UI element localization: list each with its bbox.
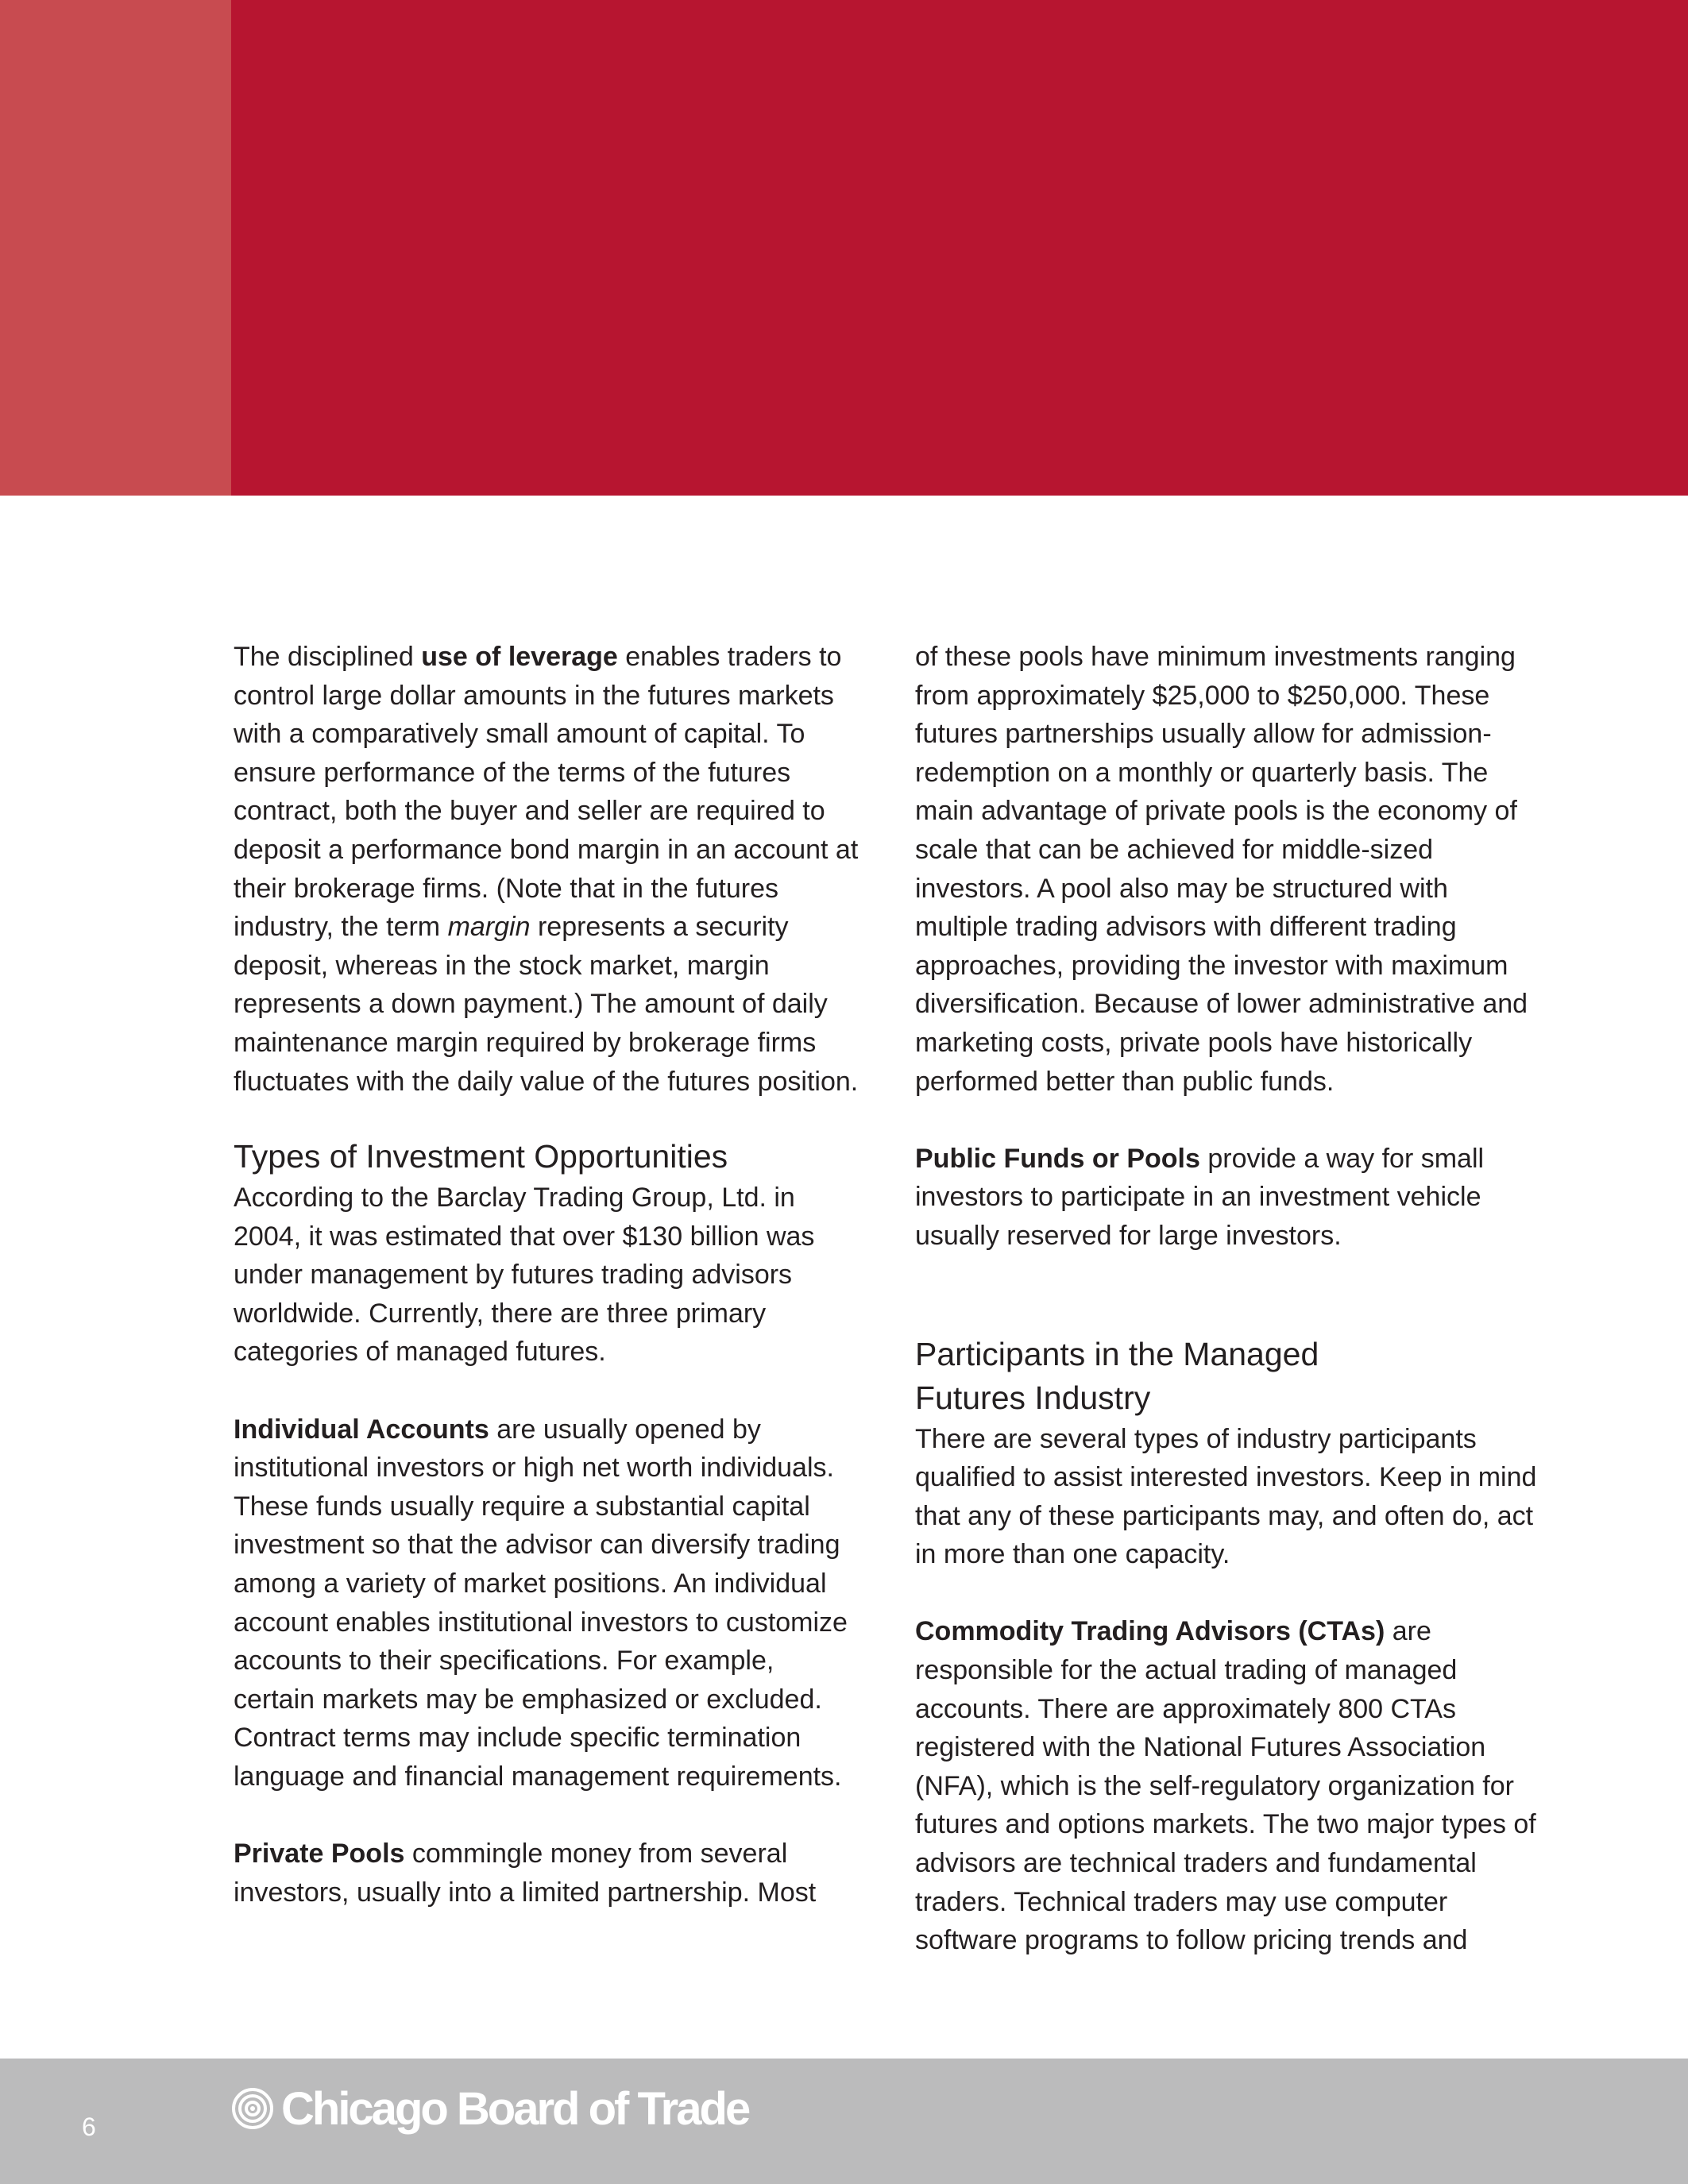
right-column [915,638,1543,1960]
cta-text: are responsible for the actual trading of managed accounts. There are approximately 800 CTAs registered with the National Futures Association (NFA), which is the self-regulatory organization for futures and options markets. The two major types of advisors are technical traders and fundamental traders. Technical traders may use computer software programs to follow pricing trends and [915,1616,1536,1956]
participants-heading-line2: Futures Industry [915,1379,1151,1416]
private-pools-text: commingle money from several investors, usually into a limited partnership. Most [234,1839,817,1908]
private-pools-term: Private Pools [234,1839,405,1870]
banner-left-block [0,0,231,496]
individual-accounts-paragraph [234,1410,861,1796]
cbot-logo [230,2081,748,2136]
cbot-logo-icon [230,2086,275,2131]
cbot-logo-text: Chicago Board of Trade [281,2082,749,2135]
cta-paragraph [915,1612,1543,1959]
public-funds-term: Public Funds or Pools [915,1143,1200,1174]
left-column [234,638,861,1912]
individual-accounts-text: are usually opened by institutional investors or high net worth individuals. These funds usually require a substantial capital investment so that the advisor can diversify trading among a variety of market positions. An individual account enables institutional investors to customize accounts to their specifications. For example, certain markets may be emphasized or excluded. Contract terms may include specific termination language and financial management requirements. [234,1414,848,1792]
participants-heading-line1: Participants in the Managed [915,1335,1319,1372]
participants-heading [915,1333,1543,1420]
private-pools-paragraph [234,1835,861,1912]
leverage-term: use of leverage [421,642,618,672]
individual-accounts-term: Individual Accounts [234,1414,489,1445]
leverage-paragraph [234,638,861,1101]
types-paragraph: According to the Barclay Trading Group, Ltd. in 2004, it was estimated that over $130 billion was under management by futures trading advisors worldwide. Currently, there are three primary categories of managed futures. [234,1183,815,1368]
public-funds-paragraph [915,1140,1543,1256]
cta-term: Commodity Trading Advisors (CTAs) [915,1616,1385,1647]
leverage-text-start: The disciplined [234,642,422,672]
leverage-text-end: represents a security deposit, whereas in the stock market, margin represents a down payment.) The amount of daily maintenance margin required by brokerage firms fluctuates with the daily value of the futures position. [234,912,859,1097]
page-number: 6 [82,2113,96,2141]
banner-main-block [231,0,1688,496]
public-funds-text: provide a way for small investors to participate in an investment vehicle usually reserved for large investors. [915,1143,1485,1251]
types-heading: Types of Investment Opportunities [234,1138,728,1175]
leverage-text-middle: enables traders to control large dollar amounts in the futures markets with a comparatively small amount of capital. To ensure performance of the terms of the futures contract, both the buyer and seller are required to deposit a performance bond margin in an account at their brokerage firms. (Note that in the futures industry, the term [234,642,859,943]
private-pools-continued-paragraph: of these pools have minimum investments ranging from approximately $25,000 to $250,000. These futures partnerships usually allow for admission-redemption on a monthly or quarterly basis. The main advantage of private pools is the economy of scale that can be achieved for middle-sized investors. A pool also may be structured with multiple trading advisors with different trading approaches, providing the investor with maximum diversification. Because of lower administrative and marketing costs, private pools have historically performed better than public funds. [915,642,1528,1097]
participants-paragraph: There are several types of industry participants qualified to assist interested investors. Keep in mind that any of these participants may, and often do, act in more than one capacity. [915,1423,1537,1570]
margin-term: margin [447,912,531,943]
